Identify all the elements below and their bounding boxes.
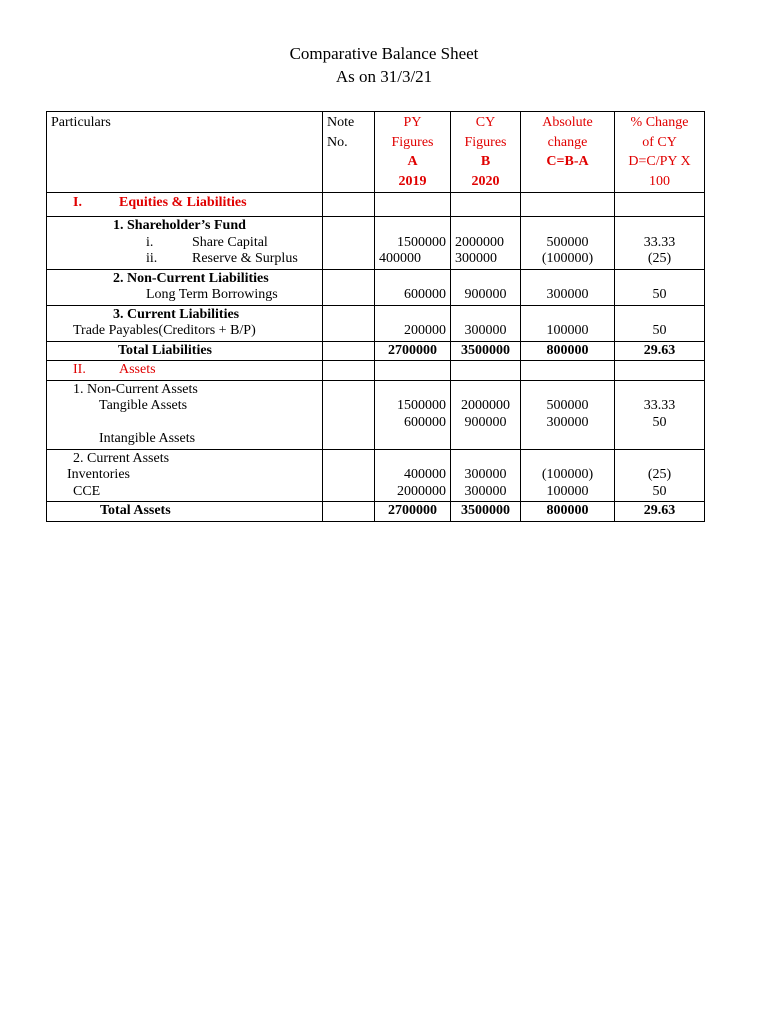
header-note-no: Note No. [323, 112, 375, 193]
current-liabilities-cell: 3. Current Liabilities Trade Payables(Creditors + B/P) [47, 305, 323, 341]
shareholders-fund-row [47, 217, 705, 270]
shareholders-fund-cell: 1. Shareholder’s Fund i. Share Capital ii. Reserve & Surplus [47, 217, 323, 270]
header-cy-figures: CY Figures B 2020 [451, 112, 521, 193]
shareholders-abs: 500000 (100000) [521, 217, 615, 270]
header-py-figures: PY Figures A 2019 [375, 112, 451, 193]
section-assets-row [47, 361, 705, 381]
document-subtitle: As on 31/3/21 [335, 67, 433, 86]
document-title: Comparative Balance Sheet [289, 44, 479, 63]
current-assets-row: 2. Current Assets Inventories CCE 400000 2000000 300000 300000 (100000) 100000 (25) 50 [47, 449, 705, 502]
section-assets: II. Assets [47, 361, 323, 381]
shareholders-cy: 2000000 300000 [451, 217, 521, 270]
non-current-assets-cell: 1. Non-Current Assets Tangible Assets Intangible Assets [47, 380, 323, 449]
total-liabilities-label: Total Liabilities [47, 341, 323, 361]
shareholders-py: 1500000 400000 [375, 217, 451, 270]
current-liabilities-row: 3. Current Liabilities Trade Payables(Creditors + B/P) 200000 300000 100000 50 [47, 305, 705, 341]
section-equities-liabilities-row [47, 193, 705, 217]
total-liabilities-row: Total Liabilities 2700000 3500000 800000 29.63 [47, 341, 705, 361]
balance-sheet-table [46, 111, 705, 522]
total-assets-label: Total Assets [47, 502, 323, 522]
header-percent-change: % Change of CY D=C/PY X 100 [615, 112, 705, 193]
current-assets-cell: 2. Current Assets Inventories CCE [47, 449, 323, 502]
header-particulars: Particulars [47, 112, 323, 193]
header-absolute-change: Absolute change C=B-A [521, 112, 615, 193]
total-assets-row: Total Assets 2700000 3500000 800000 29.63 [47, 502, 705, 522]
shareholders-pct: 33.33 (25) [615, 217, 705, 270]
non-current-liabilities-row: 2. Non-Current Liabilities Long Term Borrowings 600000 900000 300000 50 [47, 269, 705, 305]
header-row [47, 112, 705, 193]
section-equities-liabilities: I. Equities & Liabilities [47, 193, 323, 217]
non-current-assets-row: 1. Non-Current Assets Tangible Assets Intangible Assets 1500000 600000 2000000 900000 500000 300000 33.33 50 [47, 380, 705, 449]
non-current-liabilities-cell: 2. Non-Current Liabilities Long Term Borrowings [47, 269, 323, 305]
